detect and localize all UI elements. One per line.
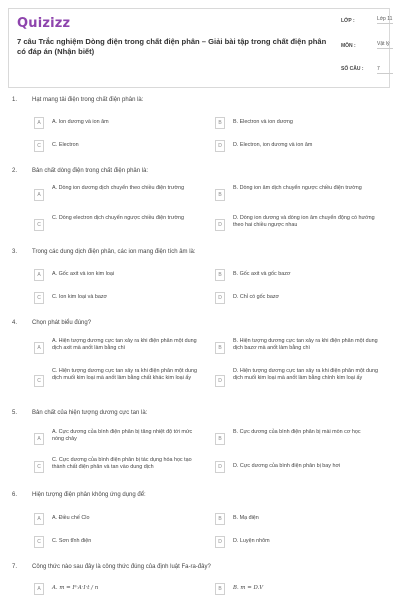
class-value: Lớp 11 [377,16,393,22]
subject-label: MÔN : [341,43,356,49]
option-b[interactable] [215,184,390,206]
option-text: B. Gốc axit và gốc bazơ [233,271,291,277]
option-b[interactable] [215,428,390,450]
option-text: C. Ion kim loại và bazơ [52,294,108,300]
option-letter: C [34,375,44,387]
option-letter: C [34,140,44,152]
option-letter: A [34,513,44,525]
option-letter: B [215,583,225,595]
option-c[interactable] [34,214,204,236]
worksheet-title: 7 câu Trắc nghiệm Dòng điện trong chất điện phân – Giải bài tập trong chất điện phân có đáp án (Nhận biết) [17,37,327,56]
option-d[interactable] [215,214,390,236]
option-text: D. Luyện nhôm [233,538,270,544]
option-text: A. Điều chế Clo [52,515,90,521]
question-number: 4. [12,320,18,326]
option-text: C. Dòng electron dịch chuyển ngược chiều điện trường [52,215,185,221]
question-number: 2. [12,168,18,174]
option-text: B. Hiện tượng dương cực tan xảy ra khi điện phân một dung dịch bazơ mà anốt làm bằng chì [233,338,378,351]
option-letter: B [215,433,225,445]
option-text: C. Hiện tượng dương cực tan xảy ra khi điện phân một dung dịch muối kim loại mà anốt làm bằng chất khác kim loại ấy [52,368,197,381]
option-d[interactable] [215,290,390,306]
option-letter: B [215,117,225,129]
option-text: B. m = D.V [233,585,264,591]
option-text: D. Electron, ion dương và ion âm [233,142,313,148]
question-number: 1. [12,97,18,103]
option-a[interactable] [34,115,204,131]
question-number: 7. [12,564,18,570]
option-text: B. Cực dương của bình điện phân bị mài mòn cơ học [233,429,361,435]
option-text: C. Sơn tĩnh điện [52,538,92,544]
option-text: D. Chỉ có gốc bazơ [233,294,280,300]
option-text: B. Mạ điện [233,515,259,521]
option-b[interactable] [215,337,390,359]
question-number: 6. [12,492,18,498]
question-number: 3. [12,249,18,255]
option-letter: B [215,513,225,525]
question-text: Công thức nào sau đây là công thức đúng của định luật Fa-ra-đây? [32,564,211,570]
question-number: 5. [12,410,18,416]
option-d[interactable] [215,367,390,395]
option-c[interactable] [34,456,204,478]
option-a[interactable] [34,337,204,359]
option-text: C. Electron [52,142,79,148]
option-letter: A [34,583,44,595]
option-letter: C [34,219,44,231]
option-letter: A [34,189,44,201]
option-c[interactable] [34,138,204,154]
option-letter: D [215,461,225,473]
question-text: Bản chất của hiện tượng dương cực tan là: [32,410,148,416]
option-a[interactable] [34,184,204,206]
question-count-value: 7 [377,66,393,74]
option-d[interactable] [215,456,390,478]
option-text: A. Dòng ion dương dịch chuyển theo chiều điện trường [52,185,185,191]
option-text: B. Electron và ion dương [233,119,293,125]
option-letter: A [34,117,44,129]
option-a[interactable] [34,267,204,283]
class-label: LỚP : [341,18,355,24]
option-text: A. Ion dương và ion âm [52,119,109,125]
option-b[interactable] [215,267,390,283]
worksheet-header [8,8,393,88]
option-letter: D [215,375,225,387]
option-text: D. Cực dương của bình điện phân bị bay hơi [233,463,341,469]
option-text: A. m = F·A·I·t / n [52,585,99,591]
option-a[interactable] [34,428,204,450]
option-letter: B [215,342,225,354]
option-text: A. Gốc axit và ion kim loại [52,271,115,277]
option-letter: D [215,536,225,548]
option-letter: C [34,536,44,548]
option-text: A. Hiện tượng dương cực tan xảy ra khi điện phân một dung dịch axit mà anốt làm bằng chì [52,338,197,351]
option-text: A. Cực dương của bình điện phân bị tăng nhiệt độ tới mức nóng chảy [52,429,193,442]
question-count-label: SỐ CÂU : [341,66,364,72]
option-c[interactable] [34,290,204,306]
option-letter: D [215,292,225,304]
option-letter: A [34,269,44,281]
option-b[interactable] [215,511,390,527]
option-letter: A [34,433,44,445]
option-letter: D [215,219,225,231]
question-text: Chọn phát biểu đúng? [32,320,92,326]
option-d[interactable] [215,138,390,154]
option-letter: C [34,461,44,473]
option-a[interactable] [34,581,204,597]
option-b[interactable] [215,115,390,131]
option-letter: A [34,342,44,354]
question-text: Trong các dung dịch điện phân, các ion mang điện tích âm là: [32,249,196,255]
option-d[interactable] [215,534,390,550]
option-letter: B [215,189,225,201]
option-text: D. Hiện tượng dương cực tan xảy ra khi điện phân một dung dịch muối kim loại mà anốt làm bằng chính kim loại ấy [233,368,378,381]
subject-value: Vật lý [377,41,393,49]
option-text: D. Dòng ion dương và dòng ion âm chuyển động có hướng theo hai chiều ngược nhau [233,215,375,228]
option-letter: D [215,140,225,152]
option-letter: C [34,292,44,304]
option-c[interactable] [34,534,204,550]
option-letter: B [215,269,225,281]
option-b[interactable] [215,581,390,597]
question-text: Hạt mang tải điện trong chất điện phân là: [32,97,144,103]
option-text: B. Dòng ion âm dịch chuyển ngược chiều điện trường [233,185,362,191]
quizizz-logo: Quizizz [17,16,71,31]
option-text: C. Cực dương của bình điện phân bị tác dụng hóa học tạo thành chất điện phân và tan vào dung dịch [52,457,192,470]
option-c[interactable] [34,367,204,395]
question-text: Bản chất dòng điện trong chất điện phân là: [32,168,149,174]
question-text: Hiện tượng điện phân không ứng dụng để: [32,492,146,498]
option-a[interactable] [34,511,204,527]
